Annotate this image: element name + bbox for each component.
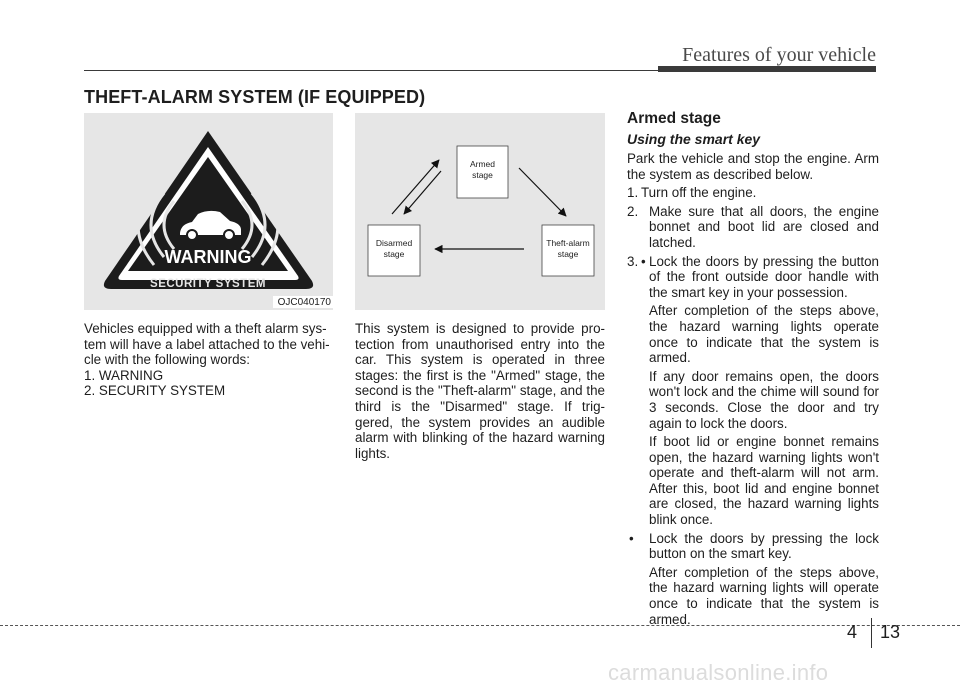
header-section-title: Features of your vehicle xyxy=(682,44,876,66)
col2-paragraph: This system is designed to provide pro- tection from unauthorised entry into the car. This system is operated in three stages: the first is the "Armed" stage, the second is the "Theft-alarm" stage, and the third is the "Disarmed" stage. If trig- gered, the system provides an audible alarm with blinking of the hazard warning lights. xyxy=(355,321,605,461)
armed-label-2: stage xyxy=(472,170,493,180)
armed-label-1: Armed xyxy=(469,159,496,169)
col1-item-2: 2. SECURITY SYSTEM xyxy=(84,383,226,399)
col1-intro: Vehicles equipped with a theft alarm sys- tem will have a label attached to the vehi- cle with the following words: xyxy=(84,321,330,368)
theft-label-1: Theft-alarm xyxy=(546,238,590,248)
arrow-disarmed-to-armed xyxy=(392,160,439,214)
col1-item-1: 1. WARNING xyxy=(84,367,164,383)
smart-key-subheading: Using the smart key xyxy=(627,131,761,147)
security-system-text: SECURITY SYSTEM xyxy=(150,278,266,290)
column-1 xyxy=(84,321,336,399)
section-title: THEFT-ALARM SYSTEM (IF EQUIPPED) xyxy=(84,87,426,107)
step-1 xyxy=(627,185,879,201)
column-3 xyxy=(627,110,879,630)
step-3b xyxy=(627,531,879,562)
step-3b-text: Lock the doors by pressing the lock button on the smart key. xyxy=(649,530,879,562)
step-3b-bullet: • xyxy=(629,530,634,546)
figure-code: OJC040170 xyxy=(273,296,333,308)
warning-text: WARNING xyxy=(164,247,252,267)
warning-triangle-icon xyxy=(84,113,333,310)
step-3-number: 3. xyxy=(627,253,639,269)
disarmed-label-1: Disarmed xyxy=(375,238,413,248)
step-1-text: Turn off the engine. xyxy=(641,185,757,201)
step-2-text: Make sure that all doors, the engine bonnet and boot lid are closed and latched. xyxy=(649,203,879,250)
step-3a-para-1: After completion of the steps above, the hazard warning lights operate once to indicate that the system is armed. xyxy=(649,303,879,366)
chapter-number: 4 xyxy=(847,622,858,642)
theft-label-2: stage xyxy=(557,249,579,259)
step-3a-para-3: If boot lid or engine bonnet remains open, the hazard warning lights won't operate and theft-alarm will not arm. After this, boot lid and engine bonnet are closed, the hazard warning lights blink once. xyxy=(649,434,879,528)
header-bar xyxy=(658,66,876,72)
watermark: carmanualsonline.info xyxy=(608,660,829,685)
page-number: 13 xyxy=(880,622,901,642)
footer-rule xyxy=(0,625,960,626)
figure-stages-diagram xyxy=(355,113,605,310)
column-2 xyxy=(355,321,605,461)
step-3a-para-2: If any door remains open, the doors won't lock and the chime will sound for 3 seconds. Close the door and try again to lock the doors. xyxy=(649,368,879,431)
step-3b-para-1: After completion of the steps above, the hazard warning lights will operate once to indicate that the system is armed. xyxy=(649,564,879,627)
arrow-armed-to-theft xyxy=(519,168,566,216)
arrow-armed-to-disarmed xyxy=(404,171,441,214)
step-3-bullet: • xyxy=(641,253,646,269)
armed-stage-heading: Armed stage xyxy=(627,110,721,127)
step-3a-text: Lock the doors by pressing the button of the front outside door handle with the smart key in your possession. xyxy=(649,253,879,300)
step-2-number: 2. xyxy=(627,203,639,219)
step-2 xyxy=(627,204,879,251)
figure-security-label xyxy=(84,113,333,310)
disarmed-label-2: stage xyxy=(383,249,405,259)
footer-divider xyxy=(871,618,872,648)
col3-intro: Park the vehicle and stop the engine. Arm the system as described below. xyxy=(627,151,879,182)
step-1-number: 1. xyxy=(627,185,639,201)
step-3 xyxy=(627,254,879,301)
